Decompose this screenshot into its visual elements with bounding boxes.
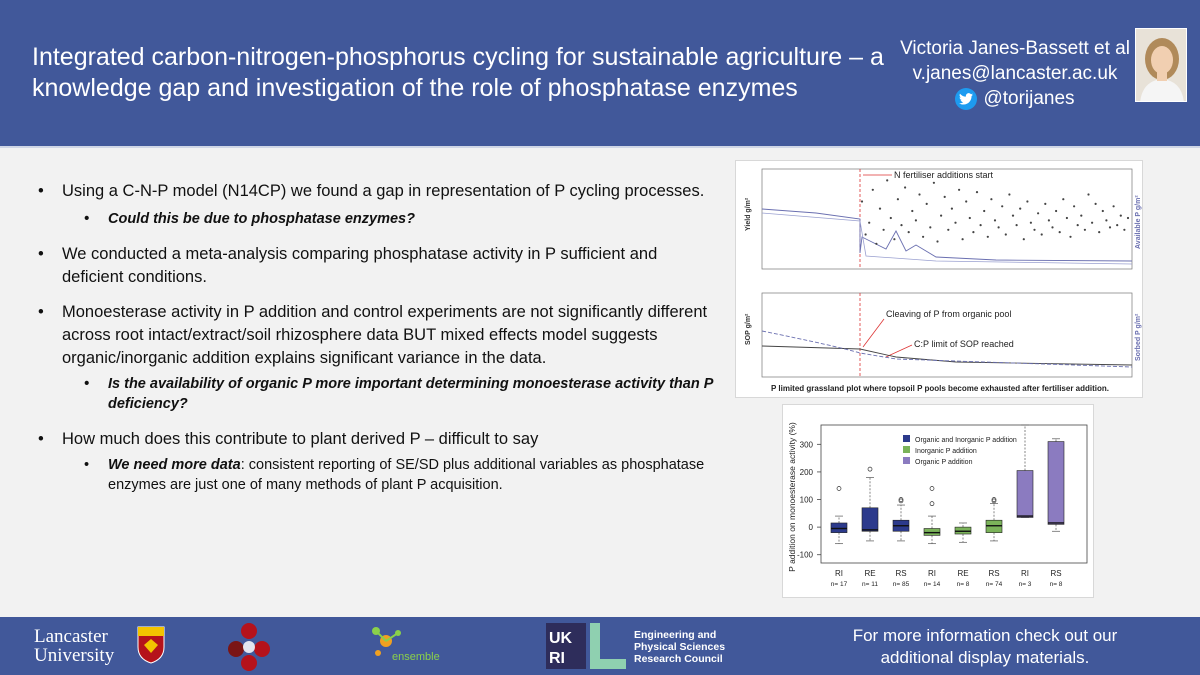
yield-point — [987, 236, 989, 238]
yield-point — [1016, 224, 1018, 226]
observed-yield-points — [861, 179, 1129, 245]
category-label: RS — [1050, 569, 1062, 578]
legend-inorganic: Inorganic P addition — [915, 448, 977, 455]
category-label: RS — [988, 569, 1000, 578]
yield-point — [1005, 233, 1007, 235]
lancaster-crest-icon — [136, 625, 166, 665]
bottom-left-axis-label: SOP g/m² — [745, 313, 752, 345]
yield-point — [1109, 226, 1111, 228]
category-label: RS — [895, 569, 907, 578]
yield-point — [915, 219, 917, 221]
yield-point — [1080, 215, 1082, 217]
ensemble-wordmark: ensemble — [392, 651, 440, 663]
sub-bullet-phosphatase-question: • Could this be due to phosphatase enzymes? — [84, 209, 718, 229]
y-ticks — [797, 440, 821, 559]
svg-text:RI: RI — [549, 650, 565, 667]
yield-point — [1030, 222, 1032, 224]
author-email[interactable]: v.janes@lancaster.ac.uk — [912, 63, 1118, 84]
y-tick-label: 100 — [799, 495, 813, 505]
yield-point — [911, 210, 913, 212]
category-label: RI — [1021, 569, 1029, 578]
top-right-axis-label: Available P g/m² — [1135, 195, 1142, 249]
category-label: RE — [864, 569, 876, 578]
yield-point — [1019, 208, 1021, 210]
yield-point — [1033, 229, 1035, 231]
yield-point — [951, 208, 953, 210]
header-bar — [0, 0, 1200, 148]
y-tick-label: 0 — [808, 523, 813, 533]
yield-point — [1044, 203, 1046, 205]
yield-point — [972, 231, 974, 233]
yield-point — [1091, 222, 1093, 224]
sample-size-label: n= 17 — [830, 581, 848, 588]
yield-point — [1037, 212, 1039, 214]
yield-point — [1069, 236, 1071, 238]
yield-point — [890, 217, 892, 219]
sample-size-label: n= 85 — [892, 581, 910, 588]
yield-point — [1098, 231, 1100, 233]
yield-point — [1084, 229, 1086, 231]
yield-point — [929, 226, 931, 228]
sample-size-label: n= 74 — [985, 581, 1003, 588]
box — [1017, 471, 1033, 518]
yield-point — [886, 179, 888, 181]
yield-point — [1026, 200, 1028, 202]
yield-point — [933, 182, 935, 184]
yield-point — [897, 198, 899, 200]
sample-size-label: n= 3 — [1018, 581, 1032, 588]
yield-point — [965, 200, 967, 202]
yield-point — [1001, 205, 1003, 207]
category-label: RI — [835, 569, 843, 578]
category-label: RE — [957, 569, 969, 578]
author-photo — [1135, 28, 1187, 102]
epsrc-line3: Research Council — [634, 653, 723, 665]
annotation-fertiliser-start: N fertiliser additions start — [894, 170, 994, 180]
yield-point — [1120, 215, 1122, 217]
sample-size-label: n= 8 — [956, 581, 970, 588]
bullet-monoesterase: • Monoesterase activity in P addition and control experiments are not significantly different across root intact/extract/soil rhizosphere data BUT mixed effects model suggests organic/inorganic addition explains significant variance in the data. — [38, 301, 718, 370]
yield-point — [1102, 210, 1104, 212]
yield-point — [1062, 198, 1064, 200]
yield-point — [875, 243, 877, 245]
yield-point — [865, 233, 867, 235]
sub-bullet-more-data — [84, 455, 718, 495]
lancaster-line1: Lancaster — [34, 626, 108, 647]
more-data-emphasis: We need more data — [108, 457, 241, 473]
yield-point — [1113, 205, 1115, 207]
plot-frame — [821, 425, 1087, 563]
yield-point — [1073, 205, 1075, 207]
more-info-line1: For more information check out our — [852, 626, 1118, 645]
yield-point — [1127, 217, 1129, 219]
y-tick-label: 200 — [799, 467, 813, 477]
yield-point — [1008, 193, 1010, 195]
boxplot-figure — [782, 404, 1094, 598]
yield-point — [883, 229, 885, 231]
sample-size-label: n= 8 — [1049, 581, 1063, 588]
yield-point — [976, 191, 978, 193]
yield-point — [900, 224, 902, 226]
outlier-point — [930, 502, 934, 506]
yield-point — [1077, 224, 1079, 226]
yield-point — [998, 226, 1000, 228]
author-name: Victoria Janes-Bassett et al — [900, 38, 1130, 59]
monoesterase-boxplot — [783, 405, 1095, 599]
category-label: RI — [928, 569, 936, 578]
yield-point — [1012, 215, 1014, 217]
yield-point — [983, 210, 985, 212]
model-output-figure — [735, 160, 1143, 398]
sample-size-label: n= 14 — [923, 581, 941, 588]
yield-point — [1105, 219, 1107, 221]
yield-point — [1087, 193, 1089, 195]
sample-size-label: n= 11 — [862, 581, 878, 588]
twitter-handle-row[interactable] — [900, 86, 1130, 111]
available-p-line — [762, 209, 1132, 261]
yield-point — [958, 189, 960, 191]
model-output-chart — [736, 161, 1144, 399]
yield-point — [936, 240, 938, 242]
yield-point — [1041, 233, 1043, 235]
more-info-line2: additional display materials. — [880, 648, 1090, 667]
yield-point — [969, 217, 971, 219]
yield-point — [926, 203, 928, 205]
bullet-meta-analysis: • We conducted a meta-analysis comparing phosphatase activity in P sufficient and deficient conditions. — [38, 243, 718, 289]
yield-point — [990, 198, 992, 200]
yield-point — [940, 215, 942, 217]
annotation-arrow-cleaving — [863, 319, 884, 347]
yield-point — [893, 238, 895, 240]
yield-point — [918, 193, 920, 195]
annotation-cleaving: Cleaving of P from organic pool — [886, 309, 1012, 319]
outlier-point — [930, 486, 934, 490]
twitter-handle: @torijanes — [983, 88, 1075, 109]
footer-bar — [0, 617, 1200, 675]
yield-point — [1059, 231, 1061, 233]
bullet-model-gap: • Using a C-N-P model (N14CP) we found a gap in representation of P cycling processes. — [38, 180, 718, 203]
y-axis-label: P addition on monoesterase activity (%) — [787, 422, 797, 572]
yield-point — [1095, 203, 1097, 205]
yield-point — [1123, 229, 1125, 231]
legend-organic: Organic P addition — [915, 459, 973, 466]
yield-model-line — [762, 213, 1132, 264]
legend-swatch-organic — [903, 457, 910, 464]
yield-point — [980, 224, 982, 226]
outlier-point — [837, 486, 841, 490]
yield-point — [861, 200, 863, 202]
yield-point — [1055, 210, 1057, 212]
legend-organic-inorganic: Organic and Inorganic P addition — [915, 437, 1017, 444]
bottom-right-axis-label: Sorbed P g/m² — [1135, 313, 1142, 361]
yield-point — [1048, 219, 1050, 221]
legend-swatch-organic-inorganic — [903, 435, 910, 442]
yield-point — [1023, 238, 1025, 240]
poster-title: Integrated carbon-nitrogen-phosphorus cycling for sustainable agriculture – a knowledge gap and investigation of the role of phosphatase enzymes — [32, 43, 884, 102]
legend-swatch-inorganic — [903, 446, 910, 453]
soil-logo-icon — [226, 621, 272, 671]
lancaster-logo — [34, 627, 114, 665]
yield-point — [879, 208, 881, 210]
outlier-point — [868, 467, 872, 471]
epsrc-line2: Physical Sciences — [634, 641, 726, 653]
ukri-logo-icon — [546, 623, 628, 669]
top-panel-frame — [762, 169, 1132, 269]
yield-point — [954, 222, 956, 224]
bullet-contribution: • How much does this contribute to plant derived P – difficult to say — [38, 428, 718, 451]
yield-point — [908, 231, 910, 233]
yield-point — [868, 222, 870, 224]
yield-point — [994, 219, 996, 221]
more-data-text: : consistent reporting of SE/SD plus additional variables as phosphatase enzymes are just one of many methods of plant P acquisition. — [108, 457, 705, 493]
yield-point — [922, 236, 924, 238]
yield-point — [947, 229, 949, 231]
yield-point — [962, 238, 964, 240]
yield-point — [904, 186, 906, 188]
sub-bullet-organic-p-question: • Is the availability of organic P more important determining monoesterase activity than P deficiency? — [84, 374, 718, 414]
annotation-cp-limit: C:P limit of SOP reached — [914, 339, 1014, 349]
twitter-icon — [955, 88, 977, 110]
yield-point — [1116, 224, 1118, 226]
epsrc-line1: Engineering and — [634, 629, 717, 641]
epsrc-wordmark — [634, 629, 725, 665]
more-info-note — [820, 625, 1150, 669]
author-block — [900, 36, 1130, 111]
lancaster-line2: University — [34, 645, 115, 666]
svg-text:UK: UK — [549, 630, 573, 647]
bullet-list — [38, 180, 718, 495]
yield-point — [1051, 226, 1053, 228]
yield-point — [1066, 217, 1068, 219]
y-tick-label: 300 — [799, 440, 813, 450]
legend — [903, 435, 1017, 466]
yield-point — [872, 189, 874, 191]
figure-caption: P limited grassland plot where topsoil P pools become exhausted after fertiliser addition. — [770, 384, 1110, 393]
box — [862, 508, 878, 531]
top-left-axis-label: Yield g/m² — [745, 197, 752, 231]
yield-point — [944, 196, 946, 198]
box — [1048, 442, 1064, 525]
y-tick-label: -100 — [796, 550, 813, 560]
